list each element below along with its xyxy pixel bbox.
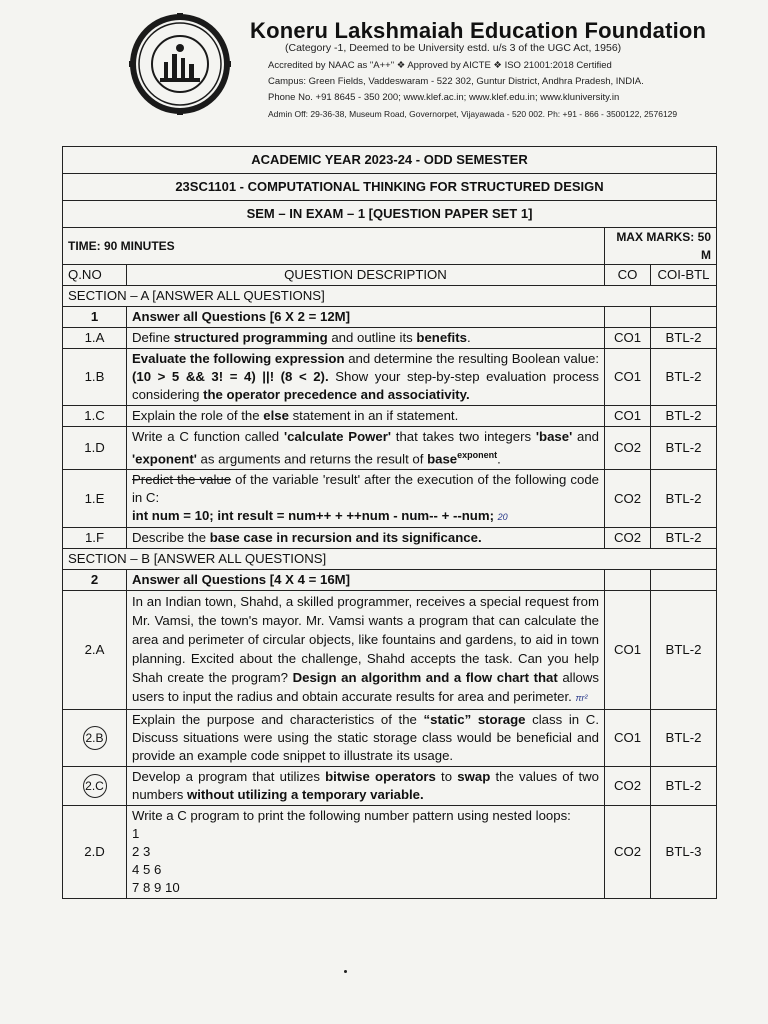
circled-question-number: 2.B xyxy=(83,726,107,750)
course-outcome: CO2 xyxy=(605,528,651,549)
handwritten-note: 20 xyxy=(497,512,508,523)
question-text: Predict the value of the variable 'result' after the execution of the following code in C: int num = 10; int result = num++ + ++num - num-- + --num; 20 xyxy=(127,470,605,528)
bloom-level: BTL-2 xyxy=(651,591,717,710)
question-text: Develop a program that utilizes bitwise operators to swap the values of two numbers without utilizing a temporary variable. xyxy=(127,767,605,806)
bloom-level: BTL-3 xyxy=(651,806,717,899)
bloom-level: BTL-2 xyxy=(651,470,717,528)
question-text: Explain the role of the else statement in an if statement. xyxy=(127,406,605,427)
institution-name: Koneru Lakshmaiah Education Foundation xyxy=(250,18,707,43)
pattern-line: 1 xyxy=(132,826,140,842)
bloom-level: BTL-2 xyxy=(651,528,717,549)
question-number: 1.F xyxy=(63,528,127,549)
bloom-level: BTL-2 xyxy=(651,767,717,806)
section-a-instruction: Answer all Questions [6 X 2 = 12M] xyxy=(127,307,605,328)
question-number: 1.E xyxy=(63,470,127,528)
course-outcome: CO2 xyxy=(605,470,651,528)
course-outcome: CO2 xyxy=(605,806,651,899)
question-text: Explain the purpose and characteristics of the “static” storage class in C. Discuss situations were using the static storage class would be beneficial and provide an example code snippet to illustrate its usage. xyxy=(127,710,605,767)
exam-title: SEM – IN EXAM – 1 [QUESTION PAPER SET 1] xyxy=(63,201,717,228)
question-row xyxy=(63,528,717,549)
question-text: Describe the base case in recursion and its significance. xyxy=(127,528,605,549)
admin-office-line: Admin Off: 29-36-38, Museum Road, Governorpet, Vijayawada - 520 002. Ph: +91 - 866 - 3500122, 2576129 xyxy=(268,109,678,119)
question-number: 2.D xyxy=(63,806,127,899)
question-text: In an Indian town, Shahd, a skilled programmer, receives a special request from Mr. Vamsi, the town's mayor. Mr. Vamsi wants a program that can calculate the area and perimeter of circular objects, like fountains and gardens, to aid in town planning. Excited about the challenge, Shahd accepts the task. Can you help Shah create the program? Design an algorithm and a flow chart that allows users to input the radius and obtain accurate results for area and perimeter. πr² xyxy=(127,591,605,710)
contact-line: Phone No. +91 8645 - 350 200; www.klef.ac.in; www.klef.edu.in; www.kluniversity.in xyxy=(268,92,620,103)
question-number xyxy=(63,767,127,806)
section-b-title: SECTION – B [ANSWER ALL QUESTIONS] xyxy=(63,549,717,570)
question-row xyxy=(63,406,717,427)
accreditation-line: Accredited by NAAC as "A++" ❖ Approved by AICTE ❖ ISO 21001:2018 Certified xyxy=(268,60,612,71)
question-row xyxy=(63,591,717,710)
stray-mark xyxy=(344,970,347,973)
bloom-level: BTL-2 xyxy=(651,328,717,349)
question-number xyxy=(63,710,127,767)
handwritten-note: πr² xyxy=(575,693,588,704)
question-number: 1.B xyxy=(63,349,127,406)
course-outcome: CO1 xyxy=(605,591,651,710)
column-header-co: CO xyxy=(605,265,651,286)
question-row xyxy=(63,806,717,899)
bloom-level: BTL-2 xyxy=(651,427,717,470)
university-seal-icon xyxy=(128,12,232,116)
course-title: 23SC1101 - COMPUTATIONAL THINKING FOR STRUCTURED DESIGN xyxy=(63,174,717,201)
max-marks: MAX MARKS: 50 M xyxy=(605,228,717,265)
institution-category: (Category -1, Deemed to be University estd. u/s 3 of the UGC Act, 1956) xyxy=(285,42,622,54)
course-outcome: CO1 xyxy=(605,406,651,427)
question-text: Write a C program to print the following number pattern using nested loops: 1 2 3 4 5 6 7 8 9 10 xyxy=(127,806,605,899)
question-number: 2.A xyxy=(63,591,127,710)
question-row xyxy=(63,427,717,470)
question-row xyxy=(63,710,717,767)
course-outcome: CO2 xyxy=(605,767,651,806)
column-header-description: QUESTION DESCRIPTION xyxy=(127,265,605,286)
question-number: 1 xyxy=(63,307,127,328)
course-outcome: CO1 xyxy=(605,349,651,406)
question-text: Evaluate the following expression and determine the resulting Boolean value: (10 > 5 && 3! = 4) ||! (8 < 2). Show your step-by-step evaluation process considering the operator precedence and associativity. xyxy=(127,349,605,406)
circled-question-number: 2.C xyxy=(83,774,107,798)
column-header-btl: COI-BTL xyxy=(651,265,717,286)
question-row xyxy=(63,349,717,406)
question-number: 1.A xyxy=(63,328,127,349)
question-text: Write a C function called 'calculate Power' that takes two integers 'base' and 'exponent' as arguments and returns the result of base$^{exponent}$. xyxy=(127,427,605,470)
question-row xyxy=(63,767,717,806)
bloom-level: BTL-2 xyxy=(651,349,717,406)
question-paper-table xyxy=(62,146,717,899)
question-number: 1.D xyxy=(63,427,127,470)
section-a-title: SECTION – A [ANSWER ALL QUESTIONS] xyxy=(63,286,717,307)
exam-time: TIME: 90 MINUTES xyxy=(63,228,605,265)
column-header-qno: Q.NO xyxy=(63,265,127,286)
section-b-instruction: Answer all Questions [4 X 4 = 16M] xyxy=(127,570,605,591)
question-number: 1.C xyxy=(63,406,127,427)
question-row xyxy=(63,328,717,349)
bloom-level: BTL-2 xyxy=(651,710,717,767)
question-number: 2 xyxy=(63,570,127,591)
course-outcome: CO1 xyxy=(605,328,651,349)
institution-header xyxy=(0,0,768,140)
course-outcome: CO1 xyxy=(605,710,651,767)
course-outcome: CO2 xyxy=(605,427,651,470)
academic-year: ACADEMIC YEAR 2023-24 - ODD SEMESTER xyxy=(63,147,717,174)
campus-address: Campus: Green Fields, Vaddeswaram - 522 302, Guntur District, Andhra Pradesh, INDIA. xyxy=(268,76,644,87)
question-row xyxy=(63,470,717,528)
pattern-line: 7 8 9 10 xyxy=(132,880,180,896)
question-text: Define structured programming and outline its benefits. xyxy=(127,328,605,349)
pattern-line: 2 3 xyxy=(132,844,151,860)
pattern-line: 4 5 6 xyxy=(132,862,162,878)
bloom-level: BTL-2 xyxy=(651,406,717,427)
